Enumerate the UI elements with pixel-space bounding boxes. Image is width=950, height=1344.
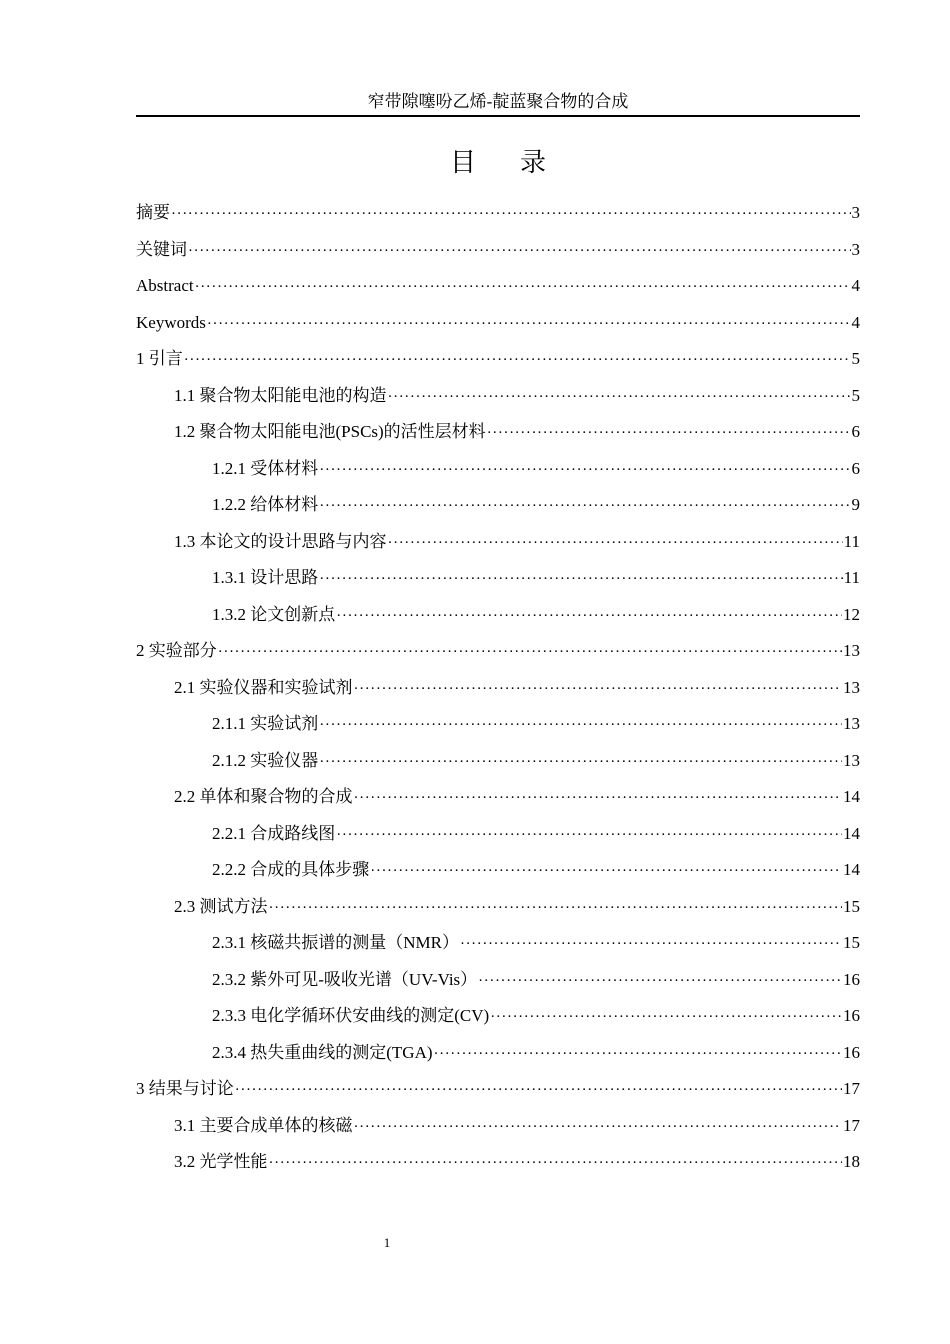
toc-entry-page: 6 [851,422,860,441]
toc-entry-label: 2.1.1 实验试剂 [212,714,319,733]
toc-dot-leader [319,452,850,488]
toc-dot-leader [336,598,842,634]
toc-entry[interactable] [136,743,860,780]
toc-entry-page: 15 [843,896,860,916]
toc-dot-leader [207,306,851,342]
toc-dot-leader [188,233,851,269]
toc-entry[interactable] [136,670,860,707]
toc-entry-label: 3.1 主要合成单体的核磁 [174,1115,353,1135]
toc-dot-leader [319,707,842,743]
toc-entry-label: Abstract [136,276,194,295]
toc-entry-page: 18 [843,1152,860,1171]
toc-dot-leader [487,415,851,451]
toc-entry[interactable] [136,305,860,342]
toc-entry[interactable] [136,779,860,816]
toc-entry-label: 2.3.1 核磁共振谱的测量（NMR） [212,933,459,952]
toc-entry-label: 1 引言 [136,349,183,368]
toc-dot-leader [388,379,851,415]
toc-entry[interactable] [136,341,860,378]
toc-dot-leader [478,963,842,999]
toc-entry-label: 1.1 聚合物太阳能电池的构造 [174,385,387,405]
toc-entry[interactable] [136,816,860,853]
toc-dot-leader [195,269,851,305]
toc-entry[interactable] [136,232,860,269]
toc-entry-page: 3 [851,203,860,222]
toc-entry-label: 1.2.1 受体材料 [212,458,319,478]
toc-dot-leader [434,1036,842,1072]
toc-entry-page: 9 [851,495,860,514]
toc-entry-label: 摘要 [136,203,170,222]
toc-entry[interactable] [136,998,860,1035]
toc-title-char-2: 录 [520,148,547,177]
toc-entry-page: 17 [843,1079,860,1098]
toc-title [136,146,860,180]
toc-entry-label: 2.1.2 实验仪器 [212,750,319,770]
toc-entry-label: 1.2.2 给体材料 [212,495,319,514]
toc-dot-leader [460,926,842,962]
toc-entry-page: 16 [843,1006,860,1025]
toc-entry-page: 17 [843,1115,860,1135]
toc-dot-leader [269,1145,843,1181]
toc-dot-leader [171,196,851,232]
toc-entry-label: 3.2 光学性能 [174,1152,268,1171]
toc-entry[interactable] [136,268,860,305]
toc-entry-label: 2.3 测试方法 [174,896,268,916]
toc-entry-page: 13 [843,750,860,770]
toc-entry[interactable] [136,597,860,634]
toc-entry-page: 12 [843,604,860,624]
toc-dot-leader [336,817,842,853]
toc-dot-leader [184,342,851,378]
toc-entry[interactable] [136,195,860,232]
table-of-contents [136,195,860,1181]
toc-entry-page: 14 [843,860,860,879]
toc-entry-page: 5 [851,385,860,405]
toc-entry-label: 2 实验部分 [136,641,217,660]
toc-entry-page: 13 [843,677,860,697]
toc-entry-page: 14 [843,823,860,843]
toc-entry[interactable] [136,706,860,743]
toc-entry[interactable] [136,524,860,561]
toc-entry-page: 4 [851,276,860,295]
toc-entry[interactable] [136,633,860,670]
toc-entry-page: 4 [851,312,860,332]
toc-entry-page: 3 [851,239,860,259]
toc-entry-label: 1.3.2 论文创新点 [212,604,336,624]
toc-entry[interactable] [136,414,860,451]
toc-entry[interactable] [136,852,860,889]
toc-entry[interactable] [136,1144,860,1181]
toc-entry-label: Keywords [136,312,206,332]
running-header: 窄带隙噻吩乙烯-靛蓝聚合物的合成 [367,92,629,111]
toc-entry-label: 2.3.4 热失重曲线的测定(TGA) [212,1042,433,1062]
toc-dot-leader [370,853,842,889]
toc-entry-label: 3 结果与讨论 [136,1079,234,1098]
toc-dot-leader [319,488,850,524]
toc-entry[interactable] [136,487,860,524]
toc-entry-page: 16 [843,969,860,989]
toc-entry-page: 11 [843,531,860,551]
toc-entry[interactable] [136,560,860,597]
toc-dot-leader [354,671,843,707]
toc-dot-leader [319,744,842,780]
toc-title-char-1: 目 [449,148,476,177]
toc-entry-label: 2.3.2 紫外可见-吸收光谱（UV-Vis） [212,969,478,989]
toc-entry[interactable] [136,1035,860,1072]
toc-entry-label: 2.3.3 电化学循环伏安曲线的测定(CV) [212,1006,490,1025]
toc-entry-label: 关键词 [136,239,187,259]
toc-entry-label: 2.1 实验仪器和实验试剂 [174,677,353,697]
page-number: 1 [383,1235,391,1250]
toc-entry-page: 14 [843,787,860,806]
toc-entry[interactable] [136,378,860,415]
toc-dot-leader [388,525,843,561]
toc-entry-label: 2.2.1 合成路线图 [212,823,336,843]
toc-dot-leader [490,999,842,1035]
toc-entry[interactable] [136,451,860,488]
toc-entry[interactable] [136,962,860,999]
toc-entry-page: 13 [843,714,860,733]
toc-entry-label: 1.3 本论文的设计思路与内容 [174,531,387,551]
toc-dot-leader [269,890,843,926]
toc-dot-leader [218,634,842,670]
toc-dot-leader [354,1109,843,1145]
toc-entry-page: 11 [843,568,860,587]
toc-entry-page: 5 [851,349,860,368]
toc-entry[interactable] [136,889,860,926]
header-rule [136,115,860,117]
toc-dot-leader [319,561,842,597]
toc-dot-leader [354,780,843,816]
toc-entry[interactable] [136,925,860,962]
toc-entry-page: 15 [843,933,860,952]
toc-entry-label: 2.2 单体和聚合物的合成 [174,787,353,806]
toc-entry-label: 2.2.2 合成的具体步骤 [212,860,370,879]
toc-dot-leader [235,1072,842,1108]
toc-entry-page: 6 [851,458,860,478]
toc-entry[interactable] [136,1071,860,1108]
toc-entry-label: 1.3.1 设计思路 [212,568,319,587]
toc-entry[interactable] [136,1108,860,1145]
toc-entry-page: 16 [843,1042,860,1062]
toc-entry-page: 13 [843,641,860,660]
toc-entry-label: 1.2 聚合物太阳能电池(PSCs)的活性层材料 [174,422,486,441]
